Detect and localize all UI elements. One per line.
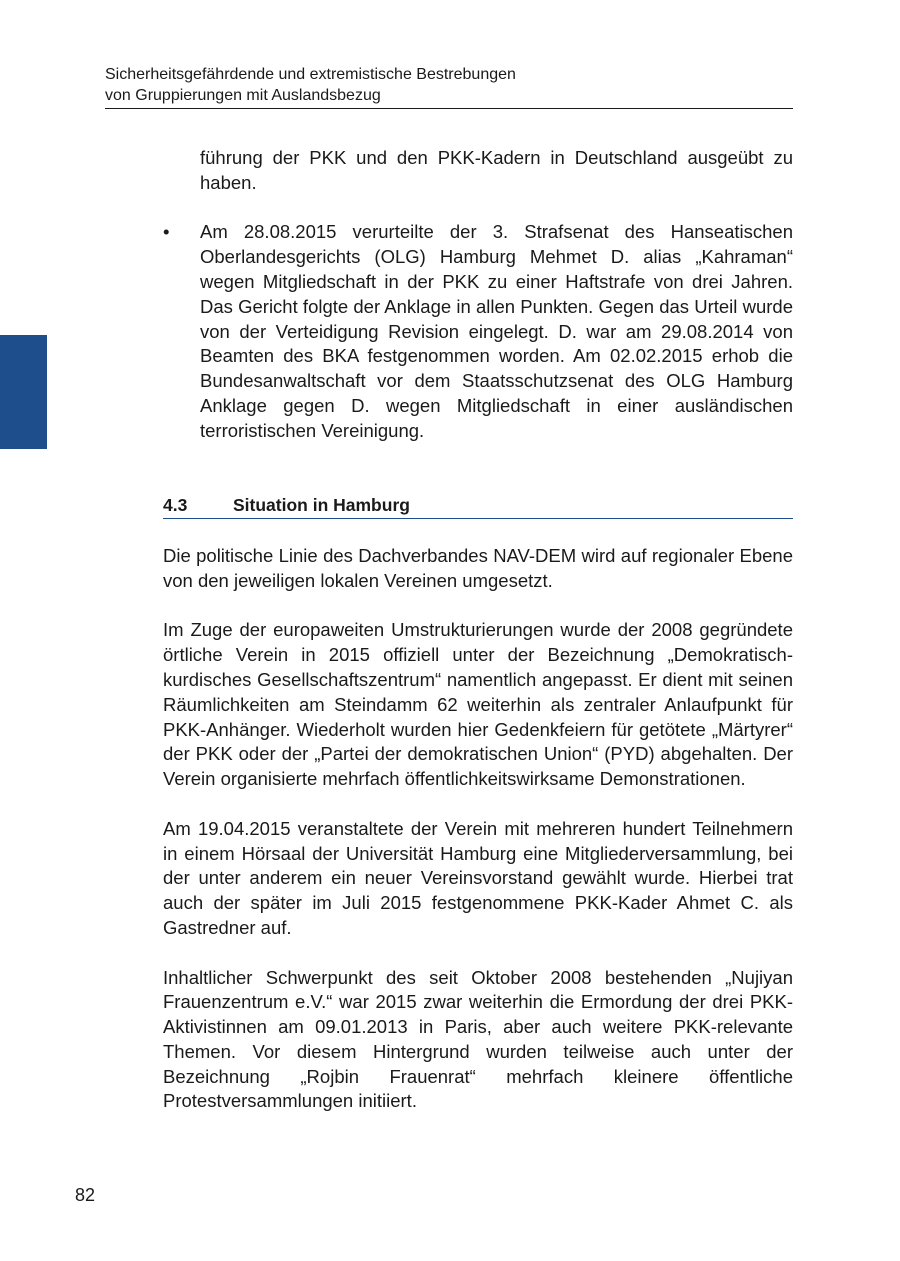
chapter-side-tab — [0, 335, 47, 449]
body-paragraph-4: Inhaltlicher Schwerpunkt des seit Oktober 2008 bestehenden „Nujiyan Frauenzentrum e.V.“ war 2015 zwar weiterhin die Ermordung der drei PKK-Aktivistinnen am 09.01.2013 in Paris, aber auch weitere PKK-relevante Themen. Vor diesem Hintergrund wurden teilweise auch unter der Bezeichnung „Rojbin Frauenrat“ mehrfach kleinere öffentliche Protestversammlungen initiiert. — [163, 966, 793, 1112]
section-title: Situation in Hamburg — [233, 495, 410, 516]
body-paragraph-2: Im Zuge der europaweiten Umstrukturierungen wurde der 2008 gegründete örtliche Verein in 2015 offiziell unter der Bezeichnung „Demokratisch-kurdisches Gesellschaftszentrum“ namentlich angepasst. Er dient mit seinen Räumlichkeiten am Steindamm 62 weiterhin als zentraler Anlaufpunkt für PKK-Anhänger. Wiederholt wurden hier Gedenkfeiern für getötete „Märtyrer“ der PKK oder der „Partei der demokratischen Union“ (PYD) abgehalten. Der Verein organisierte mehrfach öffentlichkeitswirksame Demonstrationen. — [163, 619, 793, 790]
bullet-item — [163, 220, 793, 443]
running-header — [105, 64, 793, 109]
header-line-1: Sicherheitsgefährdende und extremistische Bestrebungen — [105, 66, 516, 83]
bullet-symbol: • — [163, 221, 170, 243]
bullet-text: Am 28.08.2015 verurteilte der 3. Strafsenat des Hanseatischen Oberlandesgerichts (OLG) Hamburg Mehmet D. alias „Kahraman“ wegen Mitgliedschaft in der PKK zu einer Haftstrafe von drei Jahren. Das Gericht folgte der Anklage in allen Punkten. Gegen das Urteil wurde von der Verteidigung Revision eingelegt. D. war am 29.08.2014 von Beamten des BKA festgenommen worden. Am 02.02.2015 erhob die Bundesanwaltschaft vor dem Staatsschutzsenat des OLG Hamburg Anklage gegen D. wegen Mitgliedschaft in einer ausländischen terroristischen Vereinigung. — [200, 221, 793, 441]
body-paragraph-1: Die politische Linie des Dachverbandes NAV-DEM wird auf regionaler Ebene von den jeweiligen lokalen Vereinen umgesetzt. — [163, 544, 793, 591]
section-heading — [163, 493, 793, 519]
page-content — [163, 146, 793, 1114]
body-paragraph-3: Am 19.04.2015 veranstaltete der Verein mit mehreren hundert Teilnehmern in einem Hörsaal der Universität Hamburg eine Mitgliederversammlung, bei der unter anderem ein neuer Vereinsvorstand gewählt wurde. Hierbei trat auch der später im Juli 2015 festgenommene PKK-Kader Ahmet C. als Gastredner auf. — [163, 817, 793, 938]
header-line-2: von Gruppierungen mit Auslandsbezug — [105, 87, 381, 104]
section-number: 4.3 — [163, 495, 188, 516]
continuation-paragraph: führung der PKK und den PKK-Kadern in Deutschland ausgeübt zu haben. — [200, 147, 793, 193]
page-number: 82 — [75, 1185, 96, 1205]
